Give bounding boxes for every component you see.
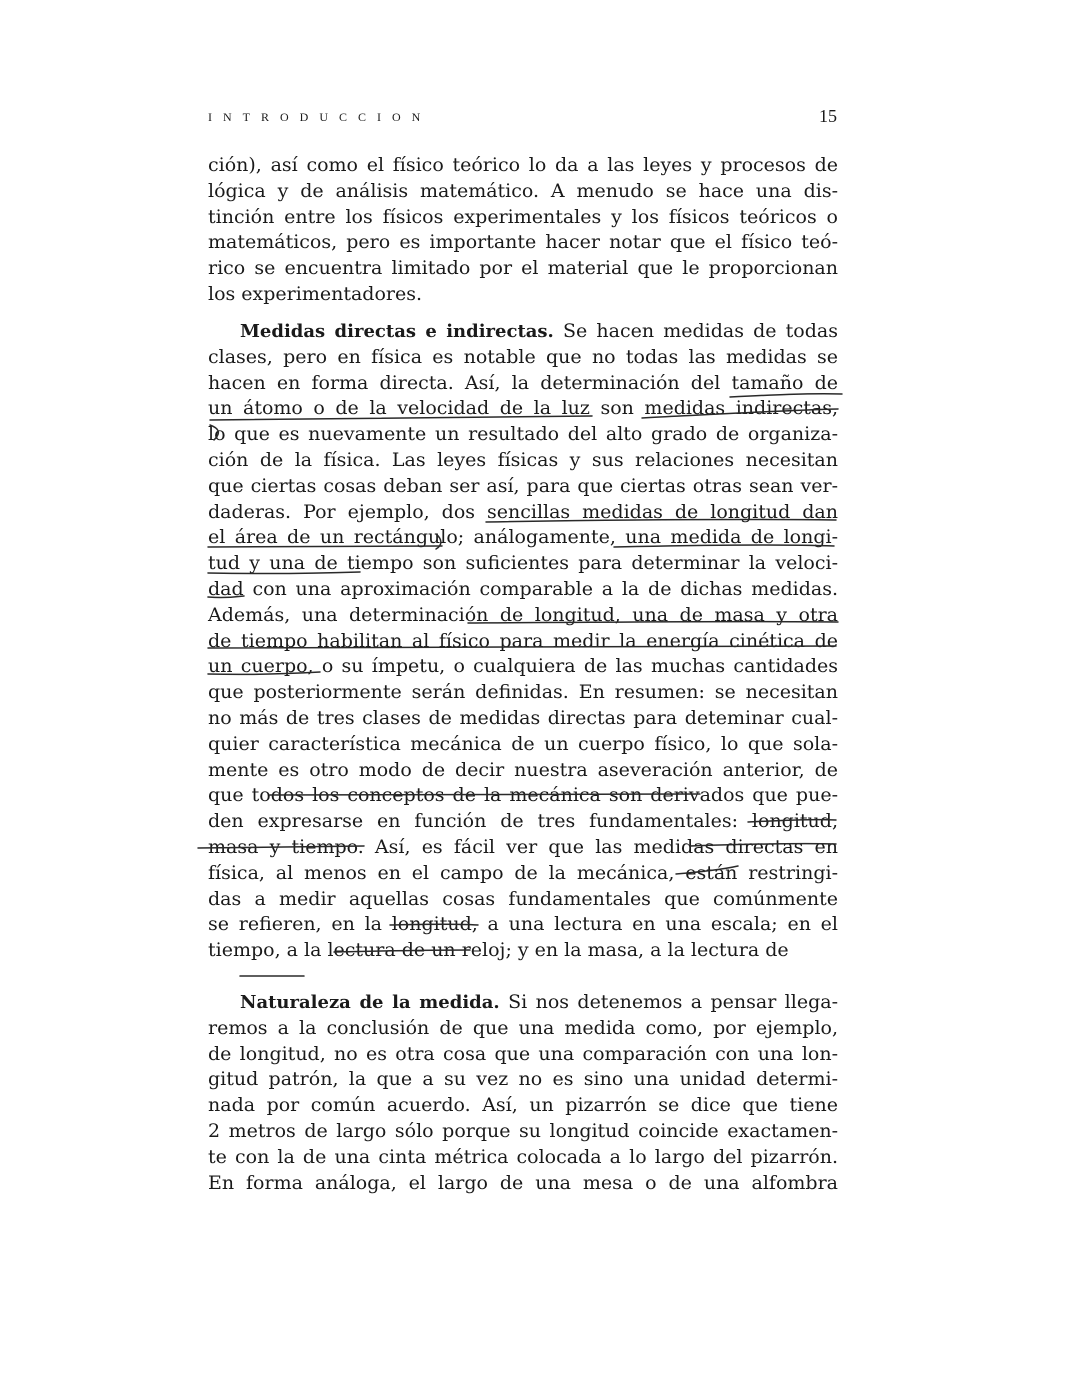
text-line: dad con una aproximación comparable a la de dichas medidas.	[208, 577, 838, 600]
text-line: matemáticos, pero es importante hacer notar que el físico teó-	[208, 231, 838, 254]
text-line: rico se encuentra limitado por el material que le proporcionan	[208, 257, 838, 280]
text-line: no más de tres clases de medidas directas para deteminar cual-	[208, 706, 838, 729]
text-line: daderas. Por ejemplo, dos sencillas medidas de longitud dan	[208, 500, 838, 523]
text-line: que ciertas cosas deban ser así, para que ciertas otras sean ver-	[208, 474, 838, 497]
section-heading: Naturaleza de la medida.	[240, 992, 500, 1013]
text-line: ción), así como el físico teórico lo da a las leyes y procesos de	[208, 154, 838, 176]
text-line: clases, pero en física es notable que no todas las medidas se	[208, 345, 838, 368]
section-heading: Medidas directas e indirectas.	[240, 321, 554, 342]
text-line: gitud patrón, la que a su vez no es sino una unidad determi-	[208, 1068, 838, 1091]
page-number: 15	[819, 106, 837, 126]
text-line: quier característica mecánica de un cuerpo físico, lo que sola-	[208, 732, 838, 755]
section-medidas-directas	[208, 319, 838, 964]
text-line: de tiempo habilitan al físico para medir la energía cinética de	[208, 629, 838, 652]
text-line: tinción entre los físicos experimentales y los físicos teóricos o	[208, 205, 838, 228]
text-line: den expresarse en función de tres fundamentales: longitud,	[208, 810, 838, 833]
section-first-line-text: Si nos detenemos a pensar llega-	[508, 991, 838, 1013]
section-first-line-text: Se hacen medidas de todas	[562, 320, 838, 342]
text-line: nada por común acuerdo. Así, un pizarrón se dice que tiene	[208, 1094, 838, 1117]
text-line: das a medir aquellas cosas fundamentales que comúnmente	[208, 887, 838, 910]
text-line: lógica y de análisis matemático. A menudo se hace una dis-	[208, 179, 838, 202]
text-line: un átomo o de la velocidad de la luz son medidas indirectas,	[208, 397, 838, 420]
paragraph-continuation	[208, 153, 838, 308]
running-title: INTRODUCCION	[208, 110, 432, 124]
text-line: física, al menos en el campo de la mecánica, están restringi-	[208, 861, 838, 884]
text-line: ción de la física. Las leyes físicas y sus relaciones necesitan	[208, 448, 838, 471]
section-first-line	[208, 319, 838, 345]
text-line: los experimentadores.	[208, 282, 423, 305]
text-line: 2 metros de largo sólo porque su longitud coincide exactamen-	[208, 1119, 838, 1142]
text-line: En forma análoga, el largo de una mesa o de una alfombra	[208, 1171, 838, 1194]
text-line: un cuerpo, o su ímpetu, o cualquiera de las muchas cantidades	[208, 655, 838, 678]
text-line: de longitud, no es otra cosa que una comparación con una lon-	[208, 1042, 838, 1065]
text-line: que posteriormente serán definidas. En resumen: se necesitan	[208, 681, 838, 704]
text-line: remos a la conclusión de que una medida como, por ejemplo,	[208, 1016, 838, 1039]
text-line: tiempo, a la lectura de un reloj; y en la masa, a la lectura de	[208, 939, 789, 962]
text-line: Además, una determinación de longitud, una de masa y otra	[208, 603, 838, 626]
text-line: el área de un rectángulo; análogamente, una medida de longi-	[208, 526, 838, 549]
text-line: tud y una de tiempo son suficientes para determinar la veloci-	[208, 552, 838, 575]
text-line: que todos los conceptos de la mecánica son derivados que pue-	[208, 784, 838, 807]
text-line: masa y tiempo. Así, es fácil ver que las medidas directas en	[208, 835, 838, 858]
section-first-line	[208, 990, 838, 1016]
section-naturaleza-medida	[208, 990, 838, 1196]
text-line: te con la de una cinta métrica colocada a lo largo del pizarrón.	[208, 1145, 838, 1168]
text-line: se refieren, en la longitud, a una lectura en una escala; en el	[208, 913, 838, 936]
text-line: mente es otro modo de decir nuestra aseveración anterior, de	[208, 758, 838, 781]
text-line: lo que es nuevamente un resultado del alto grado de organiza-	[208, 423, 838, 446]
text-line: hacen en forma directa. Así, la determinación del tamaño de	[208, 371, 838, 394]
